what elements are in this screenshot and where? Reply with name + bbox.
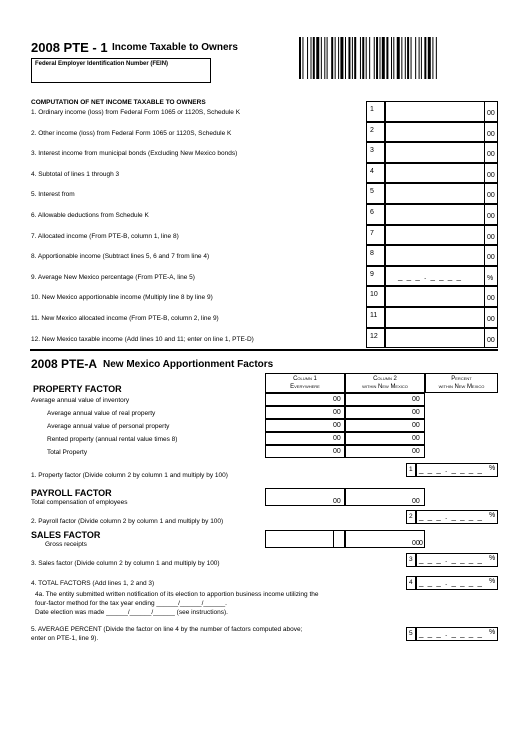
payroll-factor-heading: PAYROLL FACTOR xyxy=(31,488,112,498)
amount-input[interactable] xyxy=(385,101,498,122)
computation-line-label: 5. Interest from xyxy=(31,191,75,199)
amount-input[interactable] xyxy=(385,163,498,184)
form-id: 2008 PTE - 1 xyxy=(31,40,108,55)
property-col1-cents: 00 xyxy=(333,396,341,403)
barcode-bar xyxy=(327,37,328,79)
amount-input[interactable] xyxy=(385,245,498,266)
property-factor-heading: PROPERTY FACTOR xyxy=(33,384,122,394)
factor-number: 3 xyxy=(409,556,413,563)
factor-number-cell xyxy=(406,576,416,590)
factor-dashes: _ _ _ . _ _ _ _ xyxy=(419,465,483,474)
barcode xyxy=(297,37,497,79)
property-row-label: Total Property xyxy=(47,449,88,456)
col2-title: Column 2 xyxy=(373,376,397,382)
amount-input[interactable] xyxy=(385,225,498,246)
sales-col2-cents: 00 xyxy=(412,540,420,547)
property-col1-cents: 00 xyxy=(333,448,341,455)
factor-number: 5 xyxy=(409,630,413,637)
amount-suffix: 00 xyxy=(487,295,495,303)
factor-number-cell xyxy=(406,627,416,641)
barcode-bar xyxy=(324,37,325,79)
amount-suffix: 00 xyxy=(487,316,495,323)
line3-label: 3. Sales factor (Divide column 2 by column 1 and multiply by 100) xyxy=(31,560,220,567)
computation-line-label: 12. New Mexico taxable income (Add lines 10 and 11; enter on line 1, PTE-D) xyxy=(31,335,254,343)
factor-dashes: _ _ _ . _ _ _ _ xyxy=(419,512,483,521)
barcode-bar xyxy=(311,37,312,79)
cents-divider xyxy=(484,307,485,328)
line-number: 4 xyxy=(370,167,374,175)
cents-divider xyxy=(484,163,485,184)
line-number-cell xyxy=(366,245,385,266)
barcode-bar xyxy=(405,37,406,79)
cents-divider xyxy=(484,245,485,266)
col2-subtitle: within New Mexico xyxy=(362,384,408,390)
amount-suffix: 00 xyxy=(487,233,495,241)
cents-divider xyxy=(484,286,485,307)
line-number: 5 xyxy=(370,188,374,196)
pte-a-year-title: 2008 PTE-A xyxy=(31,357,98,371)
factor-number: 4 xyxy=(409,579,413,586)
line-number: 10 xyxy=(370,291,378,299)
fein-label: Federal Employer Identification Number (FEIN) xyxy=(35,61,169,67)
barcode-bar xyxy=(345,37,346,79)
computation-line-label: 9. Average New Mexico percentage (From PTE-A, line 5) xyxy=(31,273,195,281)
line-number: 3 xyxy=(370,147,374,155)
line4-label: 4. TOTAL FACTORS (Add lines 1, 2 and 3) xyxy=(31,580,155,587)
factor-percent-sign: % xyxy=(489,629,496,636)
sales-row-label: Gross receipts xyxy=(45,541,87,548)
amount-input[interactable] xyxy=(385,122,498,143)
property-row-label: Rented property (annual rental value times 8) xyxy=(47,436,178,443)
barcode-bar xyxy=(316,37,319,79)
barcode-bar xyxy=(391,37,392,79)
barcode-bar xyxy=(354,37,356,79)
sales-col2-extra: 0 xyxy=(419,540,423,547)
line-number: 7 xyxy=(370,229,374,237)
factor-percent-sign: % xyxy=(489,465,496,472)
barcode-bar xyxy=(352,37,353,79)
line1-label: 1. Property factor (Divide column 2 by column 1 and multiply by 100) xyxy=(31,472,228,479)
barcode-bar xyxy=(424,37,426,79)
col2-header xyxy=(345,373,425,393)
form-title: Income Taxable to Owners xyxy=(112,42,238,53)
amount-suffix: 00 xyxy=(487,110,495,117)
amount-input[interactable] xyxy=(385,307,498,328)
col3-title: Percent xyxy=(451,376,472,382)
line-number-cell xyxy=(366,286,385,307)
property-col2-cents: 00 xyxy=(412,435,420,442)
col3-subtitle: within New Mexico xyxy=(438,384,485,390)
line-number-cell xyxy=(366,163,385,184)
factor-number-cell xyxy=(406,553,416,567)
factor-percent-sign: % xyxy=(489,578,496,585)
barcode-bar xyxy=(313,37,315,79)
line5-label-1: 5. AVERAGE PERCENT (Divide the factor on line 4 by the number of factors computed above; xyxy=(31,626,303,633)
property-col1-cents: 00 xyxy=(333,422,341,429)
line4a-text-3: Date election was made ______/______/______ (see instructions). xyxy=(35,609,228,616)
amount-input[interactable] xyxy=(385,286,498,307)
barcode-bar xyxy=(366,37,367,79)
computation-line-label: 11. New Mexico allocated income (From PTE-B, column 2, line 9) xyxy=(31,315,219,322)
line-number: 8 xyxy=(370,250,374,258)
barcode-bar xyxy=(415,37,416,79)
factor-number: 1 xyxy=(409,466,413,473)
factor-dashes: _ _ _ . _ _ _ _ xyxy=(419,578,483,587)
amount-suffix: 00 xyxy=(487,130,495,138)
barcode-bar xyxy=(307,37,308,79)
barcode-bar xyxy=(362,37,364,79)
cents-divider xyxy=(484,328,485,349)
barcode-bar xyxy=(338,37,339,79)
cents-divider xyxy=(484,204,485,225)
line5-label-2: enter on PTE-1, line 9). xyxy=(31,635,99,642)
barcode-bar xyxy=(340,37,343,79)
barcode-bar xyxy=(432,37,433,79)
barcode-bar xyxy=(407,37,409,79)
factor-dashes: _ _ _ . _ _ _ _ xyxy=(419,629,483,638)
barcode-bar xyxy=(428,37,431,79)
barcode-bar xyxy=(348,37,350,79)
pte-a-title: New Mexico Apportionment Factors xyxy=(103,359,274,370)
amount-input[interactable] xyxy=(385,328,498,349)
computation-line-label: 3. Interest income from municipal bonds (Excluding New Mexico bonds) xyxy=(31,150,238,158)
computation-line-label: 7. Allocated income (From PTE-B, column 1, line 8) xyxy=(31,232,179,240)
barcode-bar xyxy=(321,37,322,79)
amount-input[interactable] xyxy=(385,204,498,225)
barcode-bar xyxy=(299,37,301,79)
property-col1-cents: 00 xyxy=(333,435,341,442)
computation-line-label: 8. Apportionable income (Subtract lines 5, 6 and 7 from line 4) xyxy=(31,253,210,261)
line-number: 6 xyxy=(370,209,374,216)
computation-line-label: 4. Subtotal of lines 1 through 3 xyxy=(31,170,120,178)
barcode-bar xyxy=(401,37,402,79)
factor-number-cell xyxy=(406,463,416,477)
line-number: 2 xyxy=(370,126,374,134)
property-row-label: Average annual value of personal property xyxy=(47,423,170,430)
property-col1-cents: 00 xyxy=(333,409,341,416)
line-number-cell xyxy=(366,183,385,204)
barcode-bar xyxy=(421,37,422,79)
line-number-cell xyxy=(366,266,385,287)
amount-suffix: 00 xyxy=(487,171,495,179)
payroll-col2-cents: 00 xyxy=(412,498,420,505)
factor-number: 2 xyxy=(409,513,413,520)
barcode-bar xyxy=(374,37,375,79)
cents-divider xyxy=(484,122,485,143)
percent-dashes: _ _ _ . _ _ _ _ xyxy=(398,271,462,281)
computation-line-label: 10. New Mexico apportionable income (Multiply line 8 by line 9) xyxy=(31,294,213,302)
line-number: 1 xyxy=(370,106,374,113)
line-number-cell xyxy=(366,142,385,163)
col1-title: Column 1 xyxy=(293,376,317,382)
fein-field[interactable] xyxy=(31,58,211,83)
amount-suffix: 00 xyxy=(487,336,495,344)
cents-divider xyxy=(484,266,485,287)
col1-header xyxy=(265,373,345,393)
cents-divider xyxy=(484,142,485,163)
line-number: 12 xyxy=(370,332,378,340)
line-number-cell xyxy=(366,225,385,246)
barcode-bar xyxy=(376,37,378,79)
factor-percent-sign: % xyxy=(489,555,496,562)
cents-divider xyxy=(484,183,485,204)
line-number-cell xyxy=(366,307,385,328)
property-col2-cents: 00 xyxy=(412,409,420,416)
line4a-text-2: four-factor method for the tax year ending ______/______/______. xyxy=(35,600,227,607)
line2-label: 2. Payroll factor (Divide column 2 by column 1 and multiply by 100) xyxy=(31,518,224,525)
amount-suffix: 00 xyxy=(487,213,495,220)
amount-suffix: 00 xyxy=(487,254,495,262)
payroll-row-label: Total compensation of employees xyxy=(31,499,128,506)
cents-divider xyxy=(484,225,485,246)
barcode-bar xyxy=(397,37,400,79)
line-number-cell xyxy=(366,204,385,225)
barcode-bar xyxy=(436,37,437,79)
barcode-bar xyxy=(411,37,412,79)
amount-input[interactable] xyxy=(385,142,498,163)
barcode-bar xyxy=(419,37,420,79)
amount-suffix: % xyxy=(487,274,494,282)
barcode-bar xyxy=(380,37,381,79)
computation-heading: COMPUTATION OF NET INCOME TAXABLE TO OWNERS xyxy=(31,99,206,106)
barcode-bar xyxy=(393,37,394,79)
sales-col1-divider xyxy=(333,530,334,548)
property-col2-cents: 00 xyxy=(412,422,420,429)
amount-input[interactable] xyxy=(385,183,498,204)
barcode-bar xyxy=(382,37,385,79)
property-col2-cents: 00 xyxy=(412,396,420,403)
section-divider xyxy=(30,349,498,351)
line4a-text-1: 4a. The entity submitted written notification of its election to apportion business income utilizing the xyxy=(35,591,319,598)
line-number: 11 xyxy=(370,312,378,319)
line-number-cell xyxy=(366,328,385,349)
payroll-col1-cents: 00 xyxy=(333,498,341,505)
factor-number-cell xyxy=(406,510,416,524)
amount-suffix: 00 xyxy=(487,192,495,200)
property-col2-cents: 00 xyxy=(412,448,420,455)
property-row-label: Average annual value of real property xyxy=(47,410,156,417)
line-number: 9 xyxy=(370,270,374,278)
barcode-bar xyxy=(302,37,303,79)
cents-divider xyxy=(484,101,485,122)
line-number-cell xyxy=(366,122,385,143)
computation-line-label: 1. Ordinary income (loss) from Federal Form 1065 or 1120S, Schedule K xyxy=(31,109,241,116)
col3-header xyxy=(425,373,498,393)
barcode-bar xyxy=(331,37,333,79)
amount-suffix: 00 xyxy=(487,151,495,159)
computation-line-label: 6. Allowable deductions from Schedule K xyxy=(31,212,149,219)
col1-subtitle: Everywhere xyxy=(290,384,320,390)
property-row-label: Average annual value of inventory xyxy=(31,397,130,404)
computation-line-label: 2. Other income (loss) from Federal Form 1065 or 1120S, Schedule K xyxy=(31,129,232,137)
barcode-bar xyxy=(369,37,370,79)
factor-dashes: _ _ _ . _ _ _ _ xyxy=(419,555,483,564)
barcode-bar xyxy=(335,37,336,79)
factor-percent-sign: % xyxy=(489,512,496,519)
line-number-cell xyxy=(366,101,385,122)
barcode-bar xyxy=(360,37,361,79)
sales-factor-heading: SALES FACTOR xyxy=(31,530,101,540)
barcode-bar xyxy=(386,37,388,79)
